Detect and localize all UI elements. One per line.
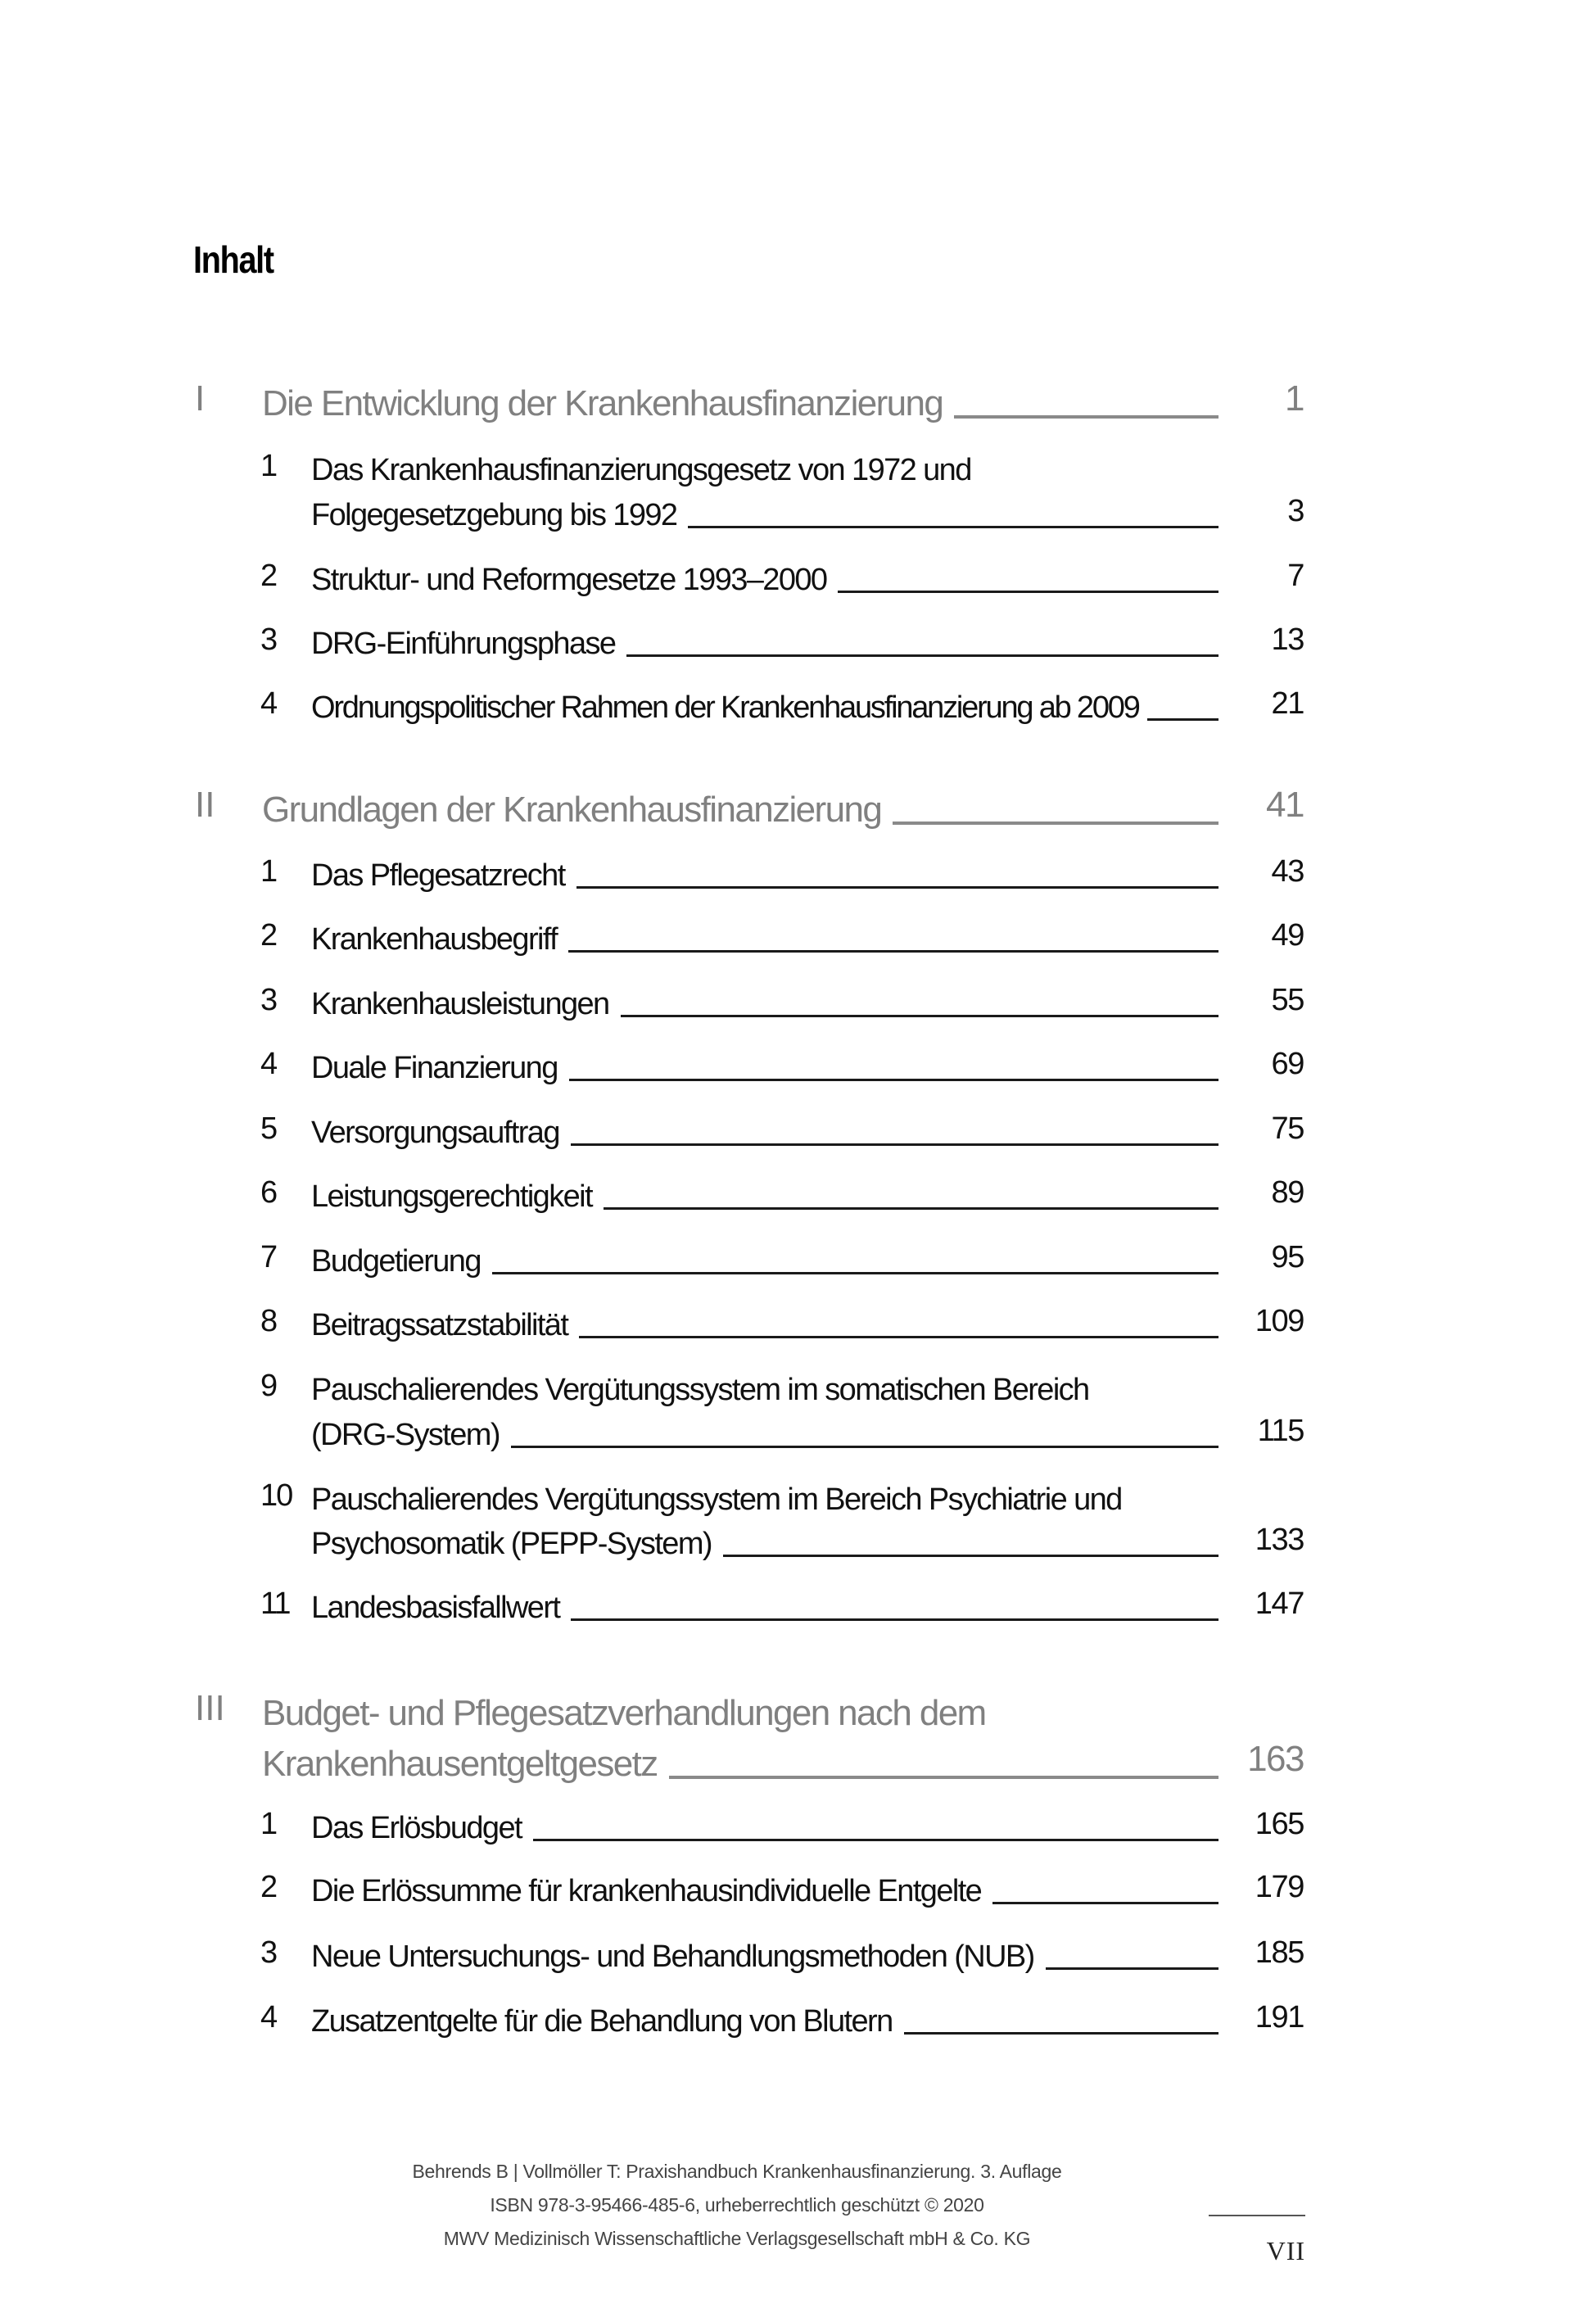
entry-number: 10 — [260, 1478, 292, 1513]
entry-title-row — [311, 494, 1218, 533]
entry-number: 1 — [260, 1807, 278, 1841]
entry-page-number: 43 — [1271, 854, 1304, 889]
chapter-title-continued: Krankenhausentgeltgesetz — [262, 1744, 658, 1784]
entry-title: Leistungsgerechtigkeit — [311, 1179, 592, 1214]
entry-page-number: 3 — [1287, 494, 1304, 528]
chapter-page-number: 1 — [1285, 378, 1304, 419]
leader-line — [669, 1776, 1218, 1779]
leader-line — [904, 2032, 1218, 2035]
entry-number: 11 — [260, 1586, 290, 1621]
entry-title-row — [311, 1870, 1218, 1909]
entry-number: 5 — [260, 1111, 278, 1146]
entry-page-number: 89 — [1271, 1175, 1304, 1210]
entry-number: 3 — [260, 983, 278, 1017]
entry-page-number: 147 — [1255, 1586, 1304, 1621]
leader-line — [621, 1015, 1218, 1017]
entry-page-number: 115 — [1257, 1414, 1304, 1448]
entry-title: Pauschalierendes Vergütungssystem im somatischen Bereich — [311, 1373, 1089, 1407]
leader-line — [688, 526, 1218, 528]
entry-title: Budgetierung — [311, 1244, 481, 1279]
entry-title-row — [311, 686, 1218, 726]
entry-page-number: 49 — [1271, 918, 1304, 953]
entry-title-row — [311, 1935, 1218, 1975]
entry-title: DRG-Einführungsphase — [311, 627, 616, 661]
entry-number: 4 — [260, 2000, 278, 2035]
entry-page-number: 55 — [1271, 983, 1304, 1017]
folio-rule — [1209, 2215, 1305, 2216]
entry-title: Neue Untersuchungs- und Behandlungsmethoden (NUB) — [311, 1940, 1034, 1974]
entry-page-number: 95 — [1271, 1240, 1304, 1274]
leader-line — [511, 1446, 1218, 1448]
leader-line — [571, 1618, 1218, 1621]
entry-number: 1 — [260, 449, 278, 483]
entry-page-number: 109 — [1255, 1304, 1304, 1338]
entry-title: Ordnungspolitischer Rahmen der Krankenhausfinanzierung ab 2009 — [311, 690, 1139, 725]
entry-number: 2 — [260, 918, 278, 953]
chapter-number: I — [195, 378, 206, 419]
footer-isbn: ISBN 978-3-95466-485-6, urheberrechtlich geschützt © 2020 — [490, 2194, 984, 2216]
entry-title: Das Pflegesatzrecht — [311, 858, 565, 893]
entry-page-number: 69 — [1271, 1047, 1304, 1081]
footer-publisher: MWV Medizinisch Wissenschaftliche Verlagsgesellschaft mbH & Co. KG — [443, 2228, 1031, 2249]
entry-page-number: 191 — [1255, 2000, 1304, 2035]
entry-title-continued: (DRG-System) — [311, 1418, 500, 1452]
entry-number: 4 — [260, 1047, 278, 1081]
entry-title: Landesbasisfallwert — [311, 1591, 560, 1625]
entry-number: 4 — [260, 686, 278, 721]
entry-title-continued: Psychosomatik (PEPP-System) — [311, 1527, 712, 1561]
entry-page-number: 165 — [1255, 1807, 1304, 1841]
entry-title-line — [311, 1369, 1218, 1408]
entry-title-line — [311, 449, 1218, 488]
entry-title-row — [311, 1240, 1218, 1279]
entry-title-row — [311, 983, 1218, 1022]
leader-line — [626, 654, 1218, 657]
leader-line — [723, 1555, 1218, 1557]
leader-line — [1147, 718, 1218, 721]
chapter-number: II — [195, 785, 215, 825]
page-title: Inhalt — [193, 238, 274, 281]
footer-citation: Behrends B | Vollmöller T: Praxishandbuch Krankenhausfinanzierung. 3. Auflage — [412, 2161, 1062, 2182]
leader-line — [571, 1143, 1218, 1146]
entry-title: Krankenhausbegriff — [311, 922, 558, 957]
entry-number: 8 — [260, 1304, 278, 1338]
entry-title-row — [311, 854, 1218, 894]
leader-line — [604, 1207, 1218, 1210]
entry-page-number: 21 — [1271, 686, 1304, 721]
entry-title-row — [311, 1523, 1218, 1562]
entry-title: Beitragssatzstabilität — [311, 1308, 568, 1342]
entry-title-row — [311, 1586, 1218, 1626]
chapter-title-row[interactable] — [262, 1739, 1218, 1785]
entry-number: 1 — [260, 854, 278, 889]
leader-line — [1046, 1967, 1218, 1970]
chapter-title: Grundlagen der Krankenhausfinanzierung — [262, 790, 882, 830]
entry-title-row — [311, 622, 1218, 662]
chapter-title-row[interactable] — [262, 378, 1218, 424]
leader-line — [576, 886, 1218, 889]
entry-title-continued: Folgegesetzgebung bis 1992 — [311, 498, 677, 532]
entry-title: Duale Finanzierung — [311, 1051, 558, 1085]
leader-line — [533, 1839, 1218, 1841]
entry-number: 6 — [260, 1175, 278, 1210]
entry-title: Krankenhausleistungen — [311, 987, 609, 1021]
chapter-title: Budget- und Pflegesatzverhandlungen nach dem — [262, 1693, 986, 1733]
entry-number: 3 — [260, 1935, 278, 1970]
chapter-title-row[interactable] — [262, 785, 1218, 831]
page-folio: VII — [1266, 2236, 1305, 2265]
entry-title: Pauschalierendes Vergütungssystem im Bereich Psychiatrie und — [311, 1482, 1122, 1517]
entry-title-row — [311, 2000, 1218, 2039]
entry-title-row — [311, 559, 1218, 598]
entry-title-row — [311, 1304, 1218, 1343]
entry-title-row — [311, 1175, 1218, 1215]
chapter-number: III — [195, 1688, 225, 1728]
entry-title: Das Erlösbudget — [311, 1811, 522, 1845]
entry-number: 7 — [260, 1240, 278, 1274]
entry-title: Zusatzentgelte für die Behandlung von Blutern — [311, 2004, 893, 2039]
leader-line — [579, 1336, 1218, 1338]
entry-title-row — [311, 1414, 1218, 1453]
chapter-title-line[interactable] — [262, 1688, 1218, 1734]
leader-line — [992, 1902, 1218, 1904]
leader-line — [893, 822, 1218, 825]
leader-line — [568, 950, 1218, 953]
leader-line — [954, 415, 1218, 419]
entry-page-number: 75 — [1271, 1111, 1304, 1146]
entry-title: Die Erlössumme für krankenhausindividuelle Entgelte — [311, 1874, 982, 1908]
entry-number: 9 — [260, 1369, 278, 1403]
chapter-page-number: 41 — [1266, 785, 1304, 825]
entry-page-number: 179 — [1255, 1870, 1304, 1904]
leader-line — [838, 591, 1218, 593]
entry-title-line — [311, 1478, 1218, 1518]
entry-number: 2 — [260, 559, 278, 593]
entry-number: 2 — [260, 1870, 278, 1904]
entry-title-row — [311, 1047, 1218, 1086]
entry-page-number: 7 — [1287, 559, 1304, 593]
entry-title: Struktur- und Reformgesetze 1993–2000 — [311, 563, 827, 597]
entry-page-number: 133 — [1255, 1523, 1304, 1557]
entry-title-row — [311, 918, 1218, 957]
leader-line — [569, 1079, 1218, 1081]
entry-title-row — [311, 1807, 1218, 1846]
entry-page-number: 185 — [1255, 1935, 1304, 1970]
chapter-title: Die Entwicklung der Krankenhausfinanzierung — [262, 383, 943, 423]
entry-number: 3 — [260, 622, 278, 657]
chapter-page-number: 163 — [1247, 1739, 1304, 1779]
entry-title: Das Krankenhausfinanzierungsgesetz von 1972 und — [311, 453, 971, 487]
leader-line — [492, 1272, 1218, 1274]
entry-page-number: 13 — [1271, 622, 1304, 657]
entry-title-row — [311, 1111, 1218, 1151]
entry-title: Versorgungsauftrag — [311, 1116, 559, 1150]
